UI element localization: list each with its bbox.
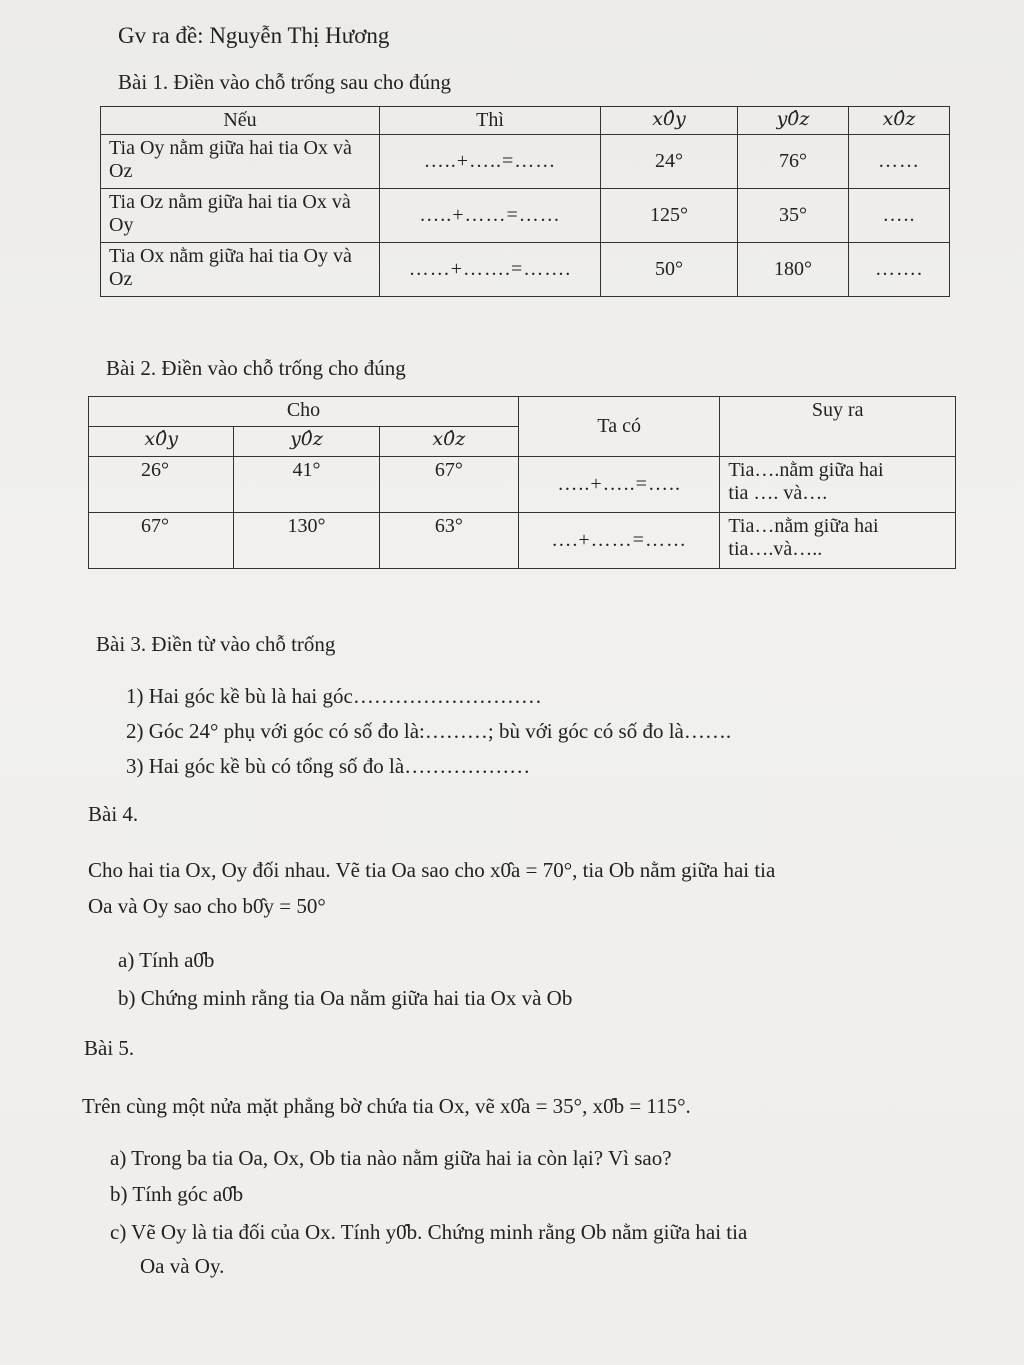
bai5-text: Trên cùng một nửa mặt phẳng bờ chứa tia Ox, vẽ x0̂a = 35°, x0̂b = 115°. [82, 1094, 691, 1118]
bai2-row1-xoz: 67° [379, 457, 518, 513]
bai1-row2-formula: …..+……=…… [380, 189, 601, 243]
bai2-header-cho: Cho [89, 397, 519, 427]
bai1-row1-formula: …..+…..=…… [380, 135, 601, 189]
bai1-row2-yoz: 35° [738, 189, 849, 243]
bai1-header-xoy: x0̂y [601, 107, 738, 135]
bai1-table [100, 106, 950, 297]
bai1-row3-xoy: 50° [601, 243, 738, 297]
bai5-title: Bài 5. [84, 1036, 135, 1060]
list-item: 1) Hai góc kề bù là hai góc……………………… [126, 684, 542, 708]
table-row [89, 397, 956, 427]
list-item: b) Tính góc a0̂b [110, 1182, 244, 1206]
bai2-header-xoz: x0̂z [379, 427, 518, 457]
list-item: a) Tính a0̂b [118, 948, 215, 972]
bai2-row1-taco: …..+…..=….. [518, 457, 719, 513]
bai2-row1-suyra [720, 457, 956, 513]
list-item: a) Trong ba tia Oa, Ox, Ob tia nào nằm giữa hai ia còn lại? Vì sao? [110, 1146, 672, 1170]
bai2-title: Bài 2. Điền vào chỗ trống cho đúng [106, 356, 406, 380]
bai1-header-yoz: y0̂z [738, 107, 849, 135]
bai2-table [88, 396, 956, 569]
bai5-list [110, 1146, 747, 1288]
bai1-header-thi: Thì [380, 107, 601, 135]
table-row [101, 189, 950, 243]
bai1-row3-condition: Tia Ox nằm giữa hai tia Oy và Oz [101, 243, 380, 297]
list-item: 3) Hai góc kề bù có tổng số đo là……………… [126, 754, 531, 778]
bai1-header-xoz: x0̂z [849, 107, 950, 135]
bai2-row1-suyra-line2: tia …. và…. [728, 482, 828, 504]
bai1-row2-xoz: ….. [849, 189, 950, 243]
bai1-title: Bài 1. Điền vào chỗ trống sau cho đúng [118, 70, 452, 94]
list-item: Oa và Oy. [140, 1254, 225, 1278]
bai4-text-line2: Oa và Oy sao cho b0̂y = 50° [88, 894, 326, 918]
bai2-row2-yoz: 130° [234, 513, 379, 569]
bai1-row1-xoz: …… [849, 135, 950, 189]
table-row [101, 107, 950, 135]
bai1-row3-yoz: 180° [738, 243, 849, 297]
table-row [89, 457, 956, 513]
bai2-row1-yoz: 41° [234, 457, 379, 513]
bai2-row2-suyra-line1: Tia…nằm giữa hai [728, 515, 879, 537]
bai3-title: Bài 3. Điền từ vào chỗ trống [96, 632, 336, 656]
bai2-row2-suyra [720, 513, 956, 569]
bai4-list [118, 948, 572, 1024]
bai2-row2-xoz: 63° [379, 513, 518, 569]
bai1-row1-condition: Tia Oy nằm giữa hai tia Ox và Oz [101, 135, 380, 189]
bai4-title: Bài 4. [88, 802, 139, 826]
list-item: c) Vẽ Oy là tia đối của Ox. Tính y0̂b. Chứng minh rằng Ob nằm giữa hai tia [110, 1220, 748, 1244]
bai2-row1-xoy: 26° [89, 457, 234, 513]
bai2-header-xoy: x0̂y [89, 427, 234, 457]
bai2-row2-suyra-line2: tia….và….. [728, 538, 823, 560]
bai4-text-line1: Cho hai tia Ox, Oy đối nhau. Vẽ tia Oa sao cho x0̂a = 70°, tia Ob nằm giữa hai tia [88, 858, 776, 882]
bai2-row2-xoy: 67° [89, 513, 234, 569]
bai1-row1-xoy: 24° [601, 135, 738, 189]
bai2-header-yoz: y0̂z [234, 427, 379, 457]
list-item: b) Chứng minh rằng tia Oa nằm giữa hai tia Ox và Ob [118, 986, 573, 1010]
bai2-header-suyra: Suy ra [720, 397, 956, 457]
table-row [89, 513, 956, 569]
list-item: 2) Góc 24° phụ với góc có số đo là:………; bù với góc có số đo là……. [126, 719, 732, 743]
bai2-row2-taco: ….+……=…… [518, 513, 719, 569]
table-row [101, 243, 950, 297]
bai1-row1-yoz: 76° [738, 135, 849, 189]
bai1-row2-xoy: 125° [601, 189, 738, 243]
bai1-row2-condition: Tia Oz nằm giữa hai tia Ox và Oy [101, 189, 380, 243]
bai1-row3-xoz: ……. [849, 243, 950, 297]
bai1-header-neu: Nếu [101, 107, 380, 135]
bai2-row1-suyra-line1: Tia….nằm giữa hai [728, 459, 884, 481]
bai3-list [126, 684, 731, 789]
table-row [101, 135, 950, 189]
bai1-row3-formula: ……+…….=……. [380, 243, 601, 297]
teacher-line: Gv ra đề: Nguyễn Thị Hương [118, 23, 390, 48]
bai2-header-taco: Ta có [518, 397, 719, 457]
